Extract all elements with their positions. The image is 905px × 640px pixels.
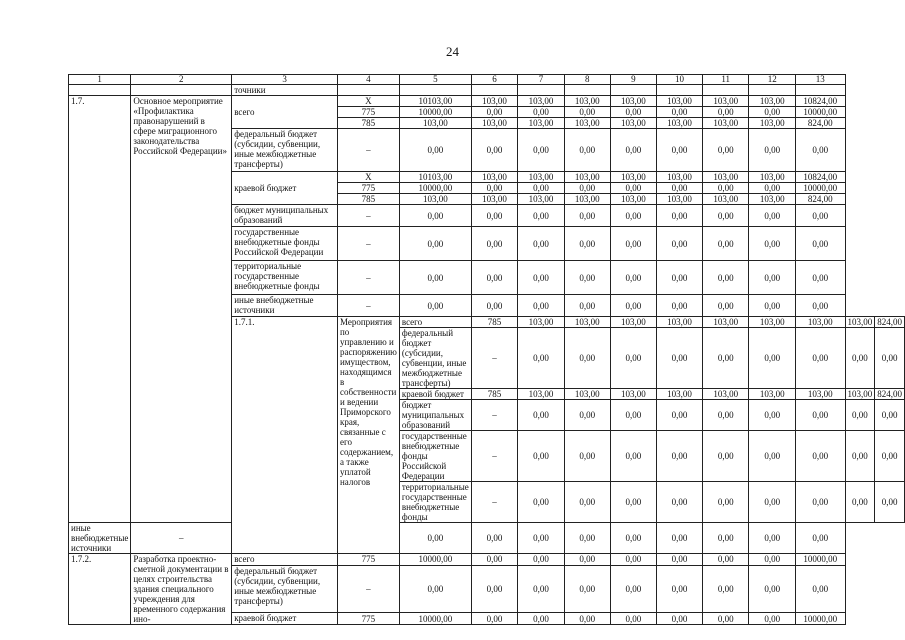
value-cell: 103,00 xyxy=(657,172,703,183)
value-cell: 0,00 xyxy=(610,328,657,389)
value-cell: 0,00 xyxy=(657,205,703,227)
value-cell: 0,00 xyxy=(702,613,749,625)
value-cell: 0,00 xyxy=(518,565,565,612)
col-header: 5 xyxy=(399,75,471,85)
value-cell: 0,00 xyxy=(610,107,657,118)
value-cell: 0,00 xyxy=(610,565,657,612)
col-header: 3 xyxy=(232,75,338,85)
funding-source: точники xyxy=(232,85,338,96)
value-cell: 0,00 xyxy=(749,227,796,261)
value-cell: 10000,00 xyxy=(399,107,471,118)
value-cell: 103,00 xyxy=(518,389,565,400)
row-code: 1.7.2. xyxy=(69,554,131,625)
col-header: 13 xyxy=(795,75,845,85)
value-cell: 0,00 xyxy=(610,183,657,194)
value-cell xyxy=(749,85,796,96)
col-header: 1 xyxy=(69,75,131,85)
value-cell: 0,00 xyxy=(702,205,749,227)
value-cell: 10000,00 xyxy=(795,613,845,625)
value-cell: 103,00 xyxy=(749,172,796,183)
value-cell: 0,00 xyxy=(610,523,657,554)
value-cell: 0,00 xyxy=(610,227,657,261)
value-cell: 0,00 xyxy=(657,261,703,295)
funding-source: федеральный бюджет (субсидии, субвенции, иные межбюджетные трансферты) xyxy=(232,129,338,172)
value-cell: 0,00 xyxy=(518,227,565,261)
row-code: 1.7.1. xyxy=(232,317,338,554)
value-cell: 103,00 xyxy=(518,317,565,328)
value-cell: 0,00 xyxy=(702,227,749,261)
value-cell: 103,00 xyxy=(399,194,471,205)
budget-code: 785 xyxy=(471,389,518,400)
col-header: 8 xyxy=(564,75,610,85)
value-cell: 0,00 xyxy=(657,554,703,566)
budget-code: 775 xyxy=(337,183,399,194)
value-cell: 0,00 xyxy=(795,400,845,431)
funding-source: краевой бюджет xyxy=(399,389,471,400)
funding-source: государственные внебюджетные фонды Российской Федерации xyxy=(232,227,338,261)
value-cell: 0,00 xyxy=(518,183,565,194)
value-cell: 103,00 xyxy=(610,389,657,400)
value-cell: 103,00 xyxy=(518,172,565,183)
value-cell: 103,00 xyxy=(749,389,796,400)
value-cell: 0,00 xyxy=(657,523,703,554)
value-cell: 0,00 xyxy=(749,261,796,295)
row-description: Разработка проектно-сметной документации в целях строительства здания специального учреждения для временного содержания ино- xyxy=(131,554,232,625)
value-cell: 824,00 xyxy=(875,389,905,400)
value-cell: 0,00 xyxy=(657,400,703,431)
col-header: 6 xyxy=(471,75,518,85)
value-cell: 0,00 xyxy=(564,523,610,554)
budget-code: X xyxy=(337,96,399,107)
value-cell: 0,00 xyxy=(399,295,471,317)
value-cell: 0,00 xyxy=(657,107,703,118)
value-cell: 0,00 xyxy=(657,482,703,523)
value-cell: 0,00 xyxy=(875,482,905,523)
value-cell: 103,00 xyxy=(564,317,610,328)
value-cell: 0,00 xyxy=(702,129,749,172)
value-cell xyxy=(610,85,657,96)
value-cell: 0,00 xyxy=(399,523,471,554)
value-cell: 0,00 xyxy=(749,613,796,625)
value-cell: 10000,00 xyxy=(795,183,845,194)
value-cell: 10000,00 xyxy=(795,554,845,566)
value-cell: 0,00 xyxy=(875,328,905,389)
value-cell: 0,00 xyxy=(471,129,518,172)
value-cell xyxy=(471,85,518,96)
budget-code xyxy=(337,85,399,96)
value-cell: 10824,00 xyxy=(795,96,845,107)
funding-source: иные внебюджетные источники xyxy=(232,295,338,317)
budget-code: 775 xyxy=(337,554,399,566)
table-body xyxy=(69,85,905,625)
value-cell: 0,00 xyxy=(610,613,657,625)
col-header: 7 xyxy=(518,75,565,85)
value-cell: 10000,00 xyxy=(399,554,471,566)
value-cell: 0,00 xyxy=(795,523,845,554)
budget-code: – xyxy=(131,523,232,554)
value-cell: 103,00 xyxy=(610,172,657,183)
value-cell: 824,00 xyxy=(795,194,845,205)
value-cell: 0,00 xyxy=(471,205,518,227)
value-cell: 0,00 xyxy=(657,183,703,194)
budget-code: 775 xyxy=(337,613,399,625)
value-cell: 0,00 xyxy=(399,129,471,172)
value-cell: 0,00 xyxy=(471,183,518,194)
value-cell: 10000,00 xyxy=(795,107,845,118)
value-cell: 0,00 xyxy=(399,261,471,295)
value-cell: 0,00 xyxy=(471,107,518,118)
value-cell: 103,00 xyxy=(749,96,796,107)
budget-code: – xyxy=(337,261,399,295)
table-row xyxy=(69,523,905,554)
value-cell xyxy=(518,85,565,96)
value-cell: 103,00 xyxy=(657,96,703,107)
row-description: Мероприятия по управлению и распоряжению имуществом, находящимся в собственности и ведении Приморского края, связанные с его содержанием, а также уплатой налогов xyxy=(337,317,399,554)
col-header: 10 xyxy=(657,75,703,85)
value-cell: 0,00 xyxy=(610,554,657,566)
value-cell: 103,00 xyxy=(610,317,657,328)
value-cell: 0,00 xyxy=(657,613,703,625)
value-cell: 0,00 xyxy=(749,482,796,523)
value-cell: 0,00 xyxy=(749,431,796,482)
value-cell: 0,00 xyxy=(518,400,565,431)
value-cell: 10103,00 xyxy=(399,96,471,107)
value-cell: 0,00 xyxy=(749,107,796,118)
budget-code: 785 xyxy=(471,317,518,328)
value-cell: 0,00 xyxy=(564,107,610,118)
budget-code: – xyxy=(471,328,518,389)
value-cell: 0,00 xyxy=(610,400,657,431)
value-cell: 0,00 xyxy=(795,565,845,612)
value-cell: 103,00 xyxy=(564,389,610,400)
row-code xyxy=(69,85,131,96)
budget-code: X xyxy=(337,172,399,183)
value-cell: 0,00 xyxy=(702,107,749,118)
row-code: 1.7. xyxy=(69,96,131,523)
value-cell: 103,00 xyxy=(471,172,518,183)
value-cell: 0,00 xyxy=(564,613,610,625)
value-cell: 0,00 xyxy=(657,565,703,612)
value-cell: 0,00 xyxy=(564,205,610,227)
value-cell: 0,00 xyxy=(610,261,657,295)
value-cell xyxy=(795,85,845,96)
value-cell: 103,00 xyxy=(845,317,875,328)
value-cell: 0,00 xyxy=(795,328,845,389)
value-cell: 0,00 xyxy=(749,400,796,431)
funding-source: всего xyxy=(399,317,471,328)
value-cell: 0,00 xyxy=(610,295,657,317)
col-header: 11 xyxy=(702,75,749,85)
budget-code: – xyxy=(471,482,518,523)
value-cell: 103,00 xyxy=(749,194,796,205)
col-header: 2 xyxy=(131,75,232,85)
value-cell: 0,00 xyxy=(702,295,749,317)
header-row xyxy=(69,75,905,85)
value-cell: 0,00 xyxy=(564,482,610,523)
budget-code: 775 xyxy=(337,107,399,118)
budget-code: 785 xyxy=(337,118,399,129)
value-cell: 103,00 xyxy=(471,118,518,129)
value-cell: 0,00 xyxy=(749,565,796,612)
budget-code: – xyxy=(337,227,399,261)
value-cell: 0,00 xyxy=(564,565,610,612)
value-cell xyxy=(564,85,610,96)
budget-code: – xyxy=(337,565,399,612)
value-cell: 0,00 xyxy=(657,431,703,482)
budget-code: – xyxy=(337,129,399,172)
value-cell: 0,00 xyxy=(702,431,749,482)
value-cell: 103,00 xyxy=(564,118,610,129)
value-cell: 10000,00 xyxy=(399,183,471,194)
value-cell: 103,00 xyxy=(657,317,703,328)
value-cell xyxy=(399,85,471,96)
value-cell: 0,00 xyxy=(518,613,565,625)
value-cell: 0,00 xyxy=(845,400,875,431)
value-cell: 0,00 xyxy=(564,129,610,172)
value-cell: 0,00 xyxy=(795,205,845,227)
value-cell: 0,00 xyxy=(471,261,518,295)
funding-source: бюджет муниципальных образований xyxy=(232,205,338,227)
value-cell: 103,00 xyxy=(702,194,749,205)
budget-code: – xyxy=(471,431,518,482)
value-cell: 103,00 xyxy=(610,194,657,205)
col-header: 4 xyxy=(337,75,399,85)
value-cell: 0,00 xyxy=(518,107,565,118)
value-cell: 103,00 xyxy=(657,194,703,205)
value-cell: 0,00 xyxy=(518,523,565,554)
value-cell: 0,00 xyxy=(471,227,518,261)
funding-source: всего xyxy=(232,554,338,566)
funding-source: иные внебюджетные источники xyxy=(69,523,131,554)
table-row xyxy=(69,554,905,566)
table-row xyxy=(69,85,905,96)
value-cell: 0,00 xyxy=(471,295,518,317)
value-cell: 0,00 xyxy=(471,565,518,612)
row-description: Основное мероприятие «Профилактика правонарушений в сфере миграционного законодательства Российской Федерации» xyxy=(131,96,232,523)
value-cell: 103,00 xyxy=(749,317,796,328)
value-cell: 0,00 xyxy=(657,295,703,317)
value-cell: 0,00 xyxy=(702,328,749,389)
value-cell: 0,00 xyxy=(518,261,565,295)
value-cell: 103,00 xyxy=(657,118,703,129)
value-cell: 0,00 xyxy=(564,295,610,317)
funding-source: бюджет муниципальных образований xyxy=(399,400,471,431)
value-cell: 103,00 xyxy=(564,172,610,183)
value-cell: 0,00 xyxy=(564,183,610,194)
value-cell: 0,00 xyxy=(749,328,796,389)
value-cell: 0,00 xyxy=(795,482,845,523)
value-cell: 103,00 xyxy=(471,194,518,205)
value-cell: 0,00 xyxy=(749,205,796,227)
value-cell: 0,00 xyxy=(399,565,471,612)
budget-code: – xyxy=(337,295,399,317)
value-cell: 0,00 xyxy=(845,482,875,523)
table-row xyxy=(69,96,905,107)
funding-source: всего xyxy=(232,96,338,129)
value-cell: 0,00 xyxy=(564,431,610,482)
value-cell: 103,00 xyxy=(518,118,565,129)
funding-source: федеральный бюджет (субсидии, субвенции, иные межбюджетные трансферты) xyxy=(232,565,338,612)
value-cell: 0,00 xyxy=(518,554,565,566)
funding-source: федеральный бюджет (субсидии, субвенции, иные межбюджетные трансферты) xyxy=(399,328,471,389)
value-cell: 103,00 xyxy=(702,389,749,400)
funding-source: краевой бюджет xyxy=(232,172,338,205)
value-cell: 0,00 xyxy=(749,523,796,554)
value-cell: 0,00 xyxy=(749,295,796,317)
funding-source: краевой бюджет xyxy=(232,613,338,625)
value-cell: 0,00 xyxy=(875,400,905,431)
value-cell xyxy=(702,85,749,96)
value-cell: 0,00 xyxy=(564,261,610,295)
value-cell: 0,00 xyxy=(471,523,518,554)
col-header: 12 xyxy=(749,75,796,85)
value-cell: 0,00 xyxy=(399,205,471,227)
value-cell: 0,00 xyxy=(795,261,845,295)
value-cell: 0,00 xyxy=(564,400,610,431)
row-description xyxy=(131,85,232,96)
value-cell: 0,00 xyxy=(518,482,565,523)
value-cell: 103,00 xyxy=(518,194,565,205)
value-cell: 103,00 xyxy=(795,389,845,400)
value-cell: 0,00 xyxy=(564,227,610,261)
value-cell: 103,00 xyxy=(702,172,749,183)
col-header: 9 xyxy=(610,75,657,85)
value-cell: 103,00 xyxy=(518,96,565,107)
value-cell: 0,00 xyxy=(702,482,749,523)
value-cell: 0,00 xyxy=(702,261,749,295)
value-cell: 0,00 xyxy=(749,554,796,566)
funding-source: территориальные государственные внебюджетные фонды xyxy=(232,261,338,295)
value-cell: 0,00 xyxy=(657,328,703,389)
value-cell: 10000,00 xyxy=(399,613,471,625)
value-cell: 103,00 xyxy=(564,96,610,107)
page-number: 24 xyxy=(446,44,459,59)
value-cell: 103,00 xyxy=(749,118,796,129)
value-cell: 0,00 xyxy=(518,295,565,317)
value-cell: 103,00 xyxy=(610,96,657,107)
value-cell: 0,00 xyxy=(564,328,610,389)
funding-source: территориальные государственные внебюджетные фонды xyxy=(399,482,471,523)
value-cell: 0,00 xyxy=(702,554,749,566)
value-cell: 0,00 xyxy=(657,129,703,172)
budget-code: 785 xyxy=(337,194,399,205)
value-cell: 0,00 xyxy=(875,431,905,482)
value-cell: 0,00 xyxy=(518,328,565,389)
value-cell: 0,00 xyxy=(702,565,749,612)
value-cell: 0,00 xyxy=(795,227,845,261)
value-cell: 103,00 xyxy=(471,96,518,107)
value-cell: 0,00 xyxy=(702,523,749,554)
value-cell: 103,00 xyxy=(702,118,749,129)
value-cell: 0,00 xyxy=(471,613,518,625)
value-cell: 0,00 xyxy=(845,431,875,482)
value-cell: 0,00 xyxy=(749,129,796,172)
value-cell: 0,00 xyxy=(518,431,565,482)
budget-table xyxy=(68,74,905,625)
value-cell: 0,00 xyxy=(795,431,845,482)
budget-code: – xyxy=(471,400,518,431)
value-cell: 103,00 xyxy=(702,317,749,328)
value-cell: 0,00 xyxy=(610,129,657,172)
funding-source: государственные внебюджетные фонды Российской Федерации xyxy=(399,431,471,482)
value-cell: 0,00 xyxy=(702,183,749,194)
value-cell: 0,00 xyxy=(471,554,518,566)
value-cell: 103,00 xyxy=(702,96,749,107)
value-cell: 103,00 xyxy=(399,118,471,129)
value-cell: 824,00 xyxy=(875,317,905,328)
value-cell: 0,00 xyxy=(795,295,845,317)
value-cell: 824,00 xyxy=(795,118,845,129)
value-cell: 0,00 xyxy=(657,227,703,261)
value-cell: 10103,00 xyxy=(399,172,471,183)
value-cell: 103,00 xyxy=(795,317,845,328)
value-cell: 103,00 xyxy=(657,389,703,400)
value-cell: 103,00 xyxy=(564,194,610,205)
value-cell: 10824,00 xyxy=(795,172,845,183)
value-cell: 103,00 xyxy=(845,389,875,400)
value-cell: 0,00 xyxy=(795,129,845,172)
value-cell: 0,00 xyxy=(845,328,875,389)
budget-code: – xyxy=(337,205,399,227)
value-cell: 0,00 xyxy=(702,400,749,431)
value-cell: 0,00 xyxy=(610,482,657,523)
value-cell: 0,00 xyxy=(749,183,796,194)
value-cell: 0,00 xyxy=(399,227,471,261)
value-cell xyxy=(657,85,703,96)
value-cell: 0,00 xyxy=(610,205,657,227)
value-cell: 103,00 xyxy=(610,118,657,129)
value-cell: 0,00 xyxy=(518,129,565,172)
value-cell: 0,00 xyxy=(564,554,610,566)
value-cell: 0,00 xyxy=(518,205,565,227)
value-cell: 0,00 xyxy=(610,431,657,482)
